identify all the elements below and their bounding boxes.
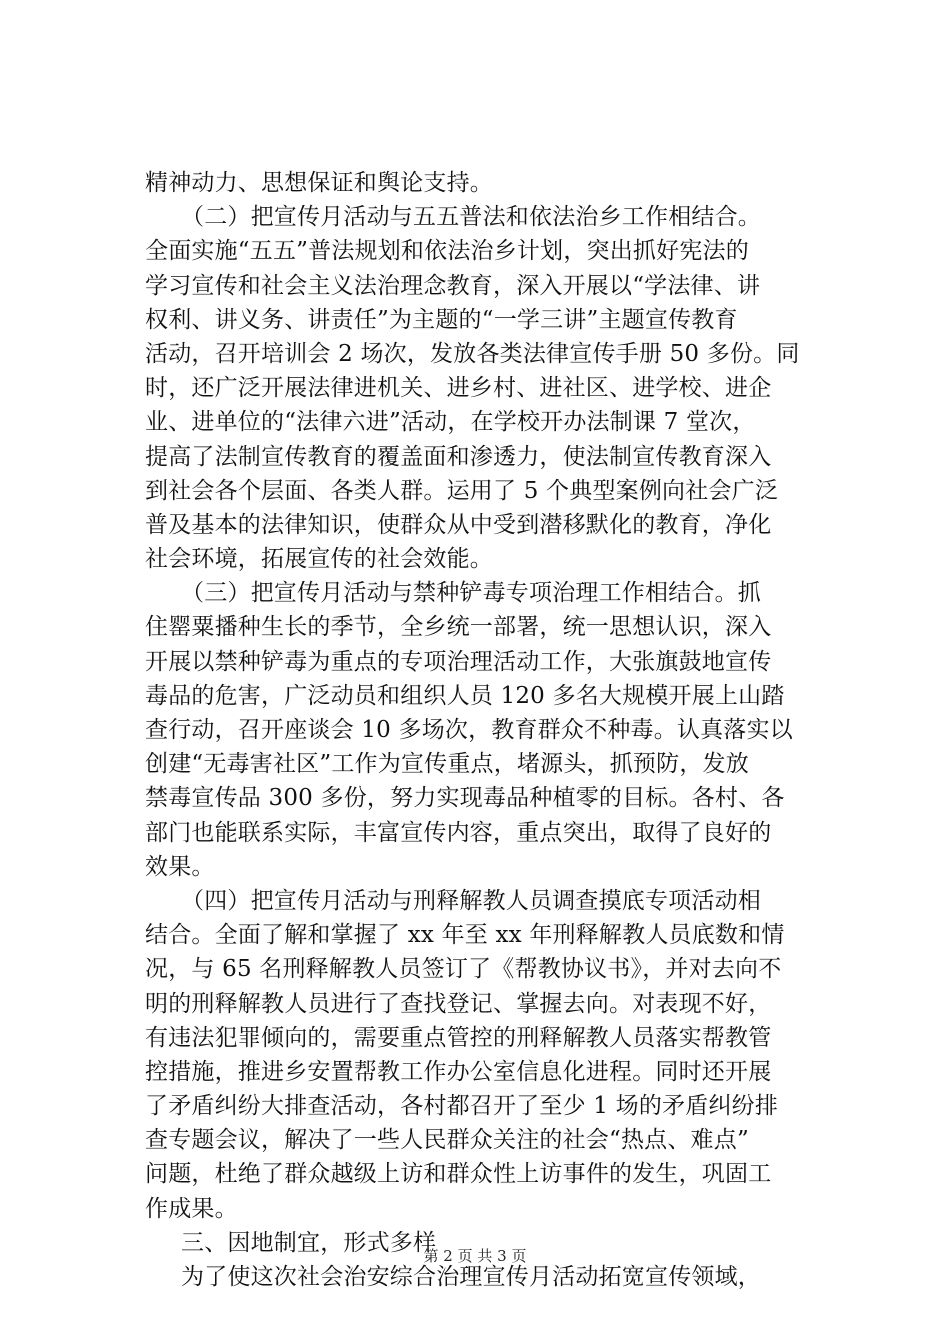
text-line: 控措施，推进乡安置帮教工作办公室信息化进程。同时还开展 — [145, 1058, 772, 1085]
text-line: 住罂粟播种生长的季节，全乡统一部署，统一思想认识，深入 — [145, 614, 772, 641]
text-line: 提高了法制宣传教育的覆盖面和渗透力，使法制宣传教育深入 — [145, 443, 772, 470]
text-line: 时，还广泛开展法律进机关、进乡村、进社区、进学校、进企 — [145, 375, 772, 402]
text-line: 毒品的危害，广泛动员和组织人员 120 多名大规模开展上山踏 — [145, 682, 785, 709]
text-line: 到社会各个层面、各类人群。运用了 5 个典型案例向社会广泛 — [145, 477, 779, 504]
text-line: 了矛盾纠纷大排查活动，各村都召开了至少 1 场的矛盾纠纷排 — [145, 1093, 779, 1120]
text-line: 全面实施“五五”普法规划和依法治乡计划，突出抓好宪法的 — [145, 238, 749, 265]
text-line: 问题，杜绝了群众越级上访和群众性上访事件的发生，巩固工 — [145, 1161, 772, 1188]
text-line: 部门也能联系实际，丰富宣传内容，重点突出，取得了良好的 — [145, 819, 772, 846]
text-line: （四）把宣传月活动与刑释解教人员调查摸底专项活动相 — [181, 887, 761, 914]
text-line: 为了使这次社会治安综合治理宣传月活动拓宽宣传领域， — [181, 1264, 761, 1290]
text-line: 活动，召开培训会 2 场次，发放各类法律宣传手册 50 多份。同 — [145, 340, 800, 367]
text-line: 明的刑释解教人员进行了查找登记、掌握去向。对表现不好， — [145, 990, 772, 1017]
text-line: 查专题会议，解决了一些人民群众关注的社会“热点、难点” — [145, 1127, 749, 1154]
text-line: （二）把宣传月活动与五五普法和依法治乡工作相结合。 — [181, 204, 761, 231]
text-line: 创建“无毒害社区”工作为宣传重点，堵源头，抓预防，发放 — [145, 751, 749, 778]
text-line: 学习宣传和社会主义法治理念教育，深入开展以“学法律、讲 — [145, 272, 761, 299]
text-line: 禁毒宣传品 300 多份，努力实现毒品种植零的目标。各村、各 — [145, 785, 785, 812]
text-line: 有违法犯罪倾向的，需要重点管控的刑释解教人员落实帮教管 — [145, 1024, 772, 1051]
text-line: 普及基本的法律知识，使群众从中受到潜移默化的教育，净化 — [145, 511, 772, 538]
text-line: 作成果。 — [145, 1195, 238, 1222]
text-line: 效果。 — [145, 853, 215, 880]
text-line: 社会环境，拓展宣传的社会效能。 — [145, 546, 493, 573]
page-footer: 第 2 页 共 3 页 — [423, 1247, 527, 1265]
document-body — [145, 166, 810, 1294]
text-line: 业、进单位的“法律六进”活动，在学校开办法制课 7 堂次， — [145, 409, 756, 436]
text-line: 精神动力、思想保证和舆论支持。 — [145, 170, 493, 196]
text-line: 结合。全面了解和掌握了 xx 年至 xx 年刑释解教人员底数和情 — [145, 922, 785, 949]
text-line: 权利、讲义务、讲责任”为主题的“一学三讲”主题宣传教育 — [145, 306, 738, 333]
text-line: 况，与 65 名刑释解教人员签订了《帮教协议书》，并对去向不 — [145, 956, 782, 983]
text-line: 开展以禁种铲毒为重点的专项治理活动工作，大张旗鼓地宣传 — [145, 648, 772, 675]
text-line: 三、因地制宜，形式多样 — [181, 1229, 437, 1256]
text-line: （三）把宣传月活动与禁种铲毒专项治理工作相结合。抓 — [181, 580, 761, 607]
text-line: 查行动，召开座谈会 10 多场次，教育群众不种毒。认真落实以 — [145, 717, 793, 743]
